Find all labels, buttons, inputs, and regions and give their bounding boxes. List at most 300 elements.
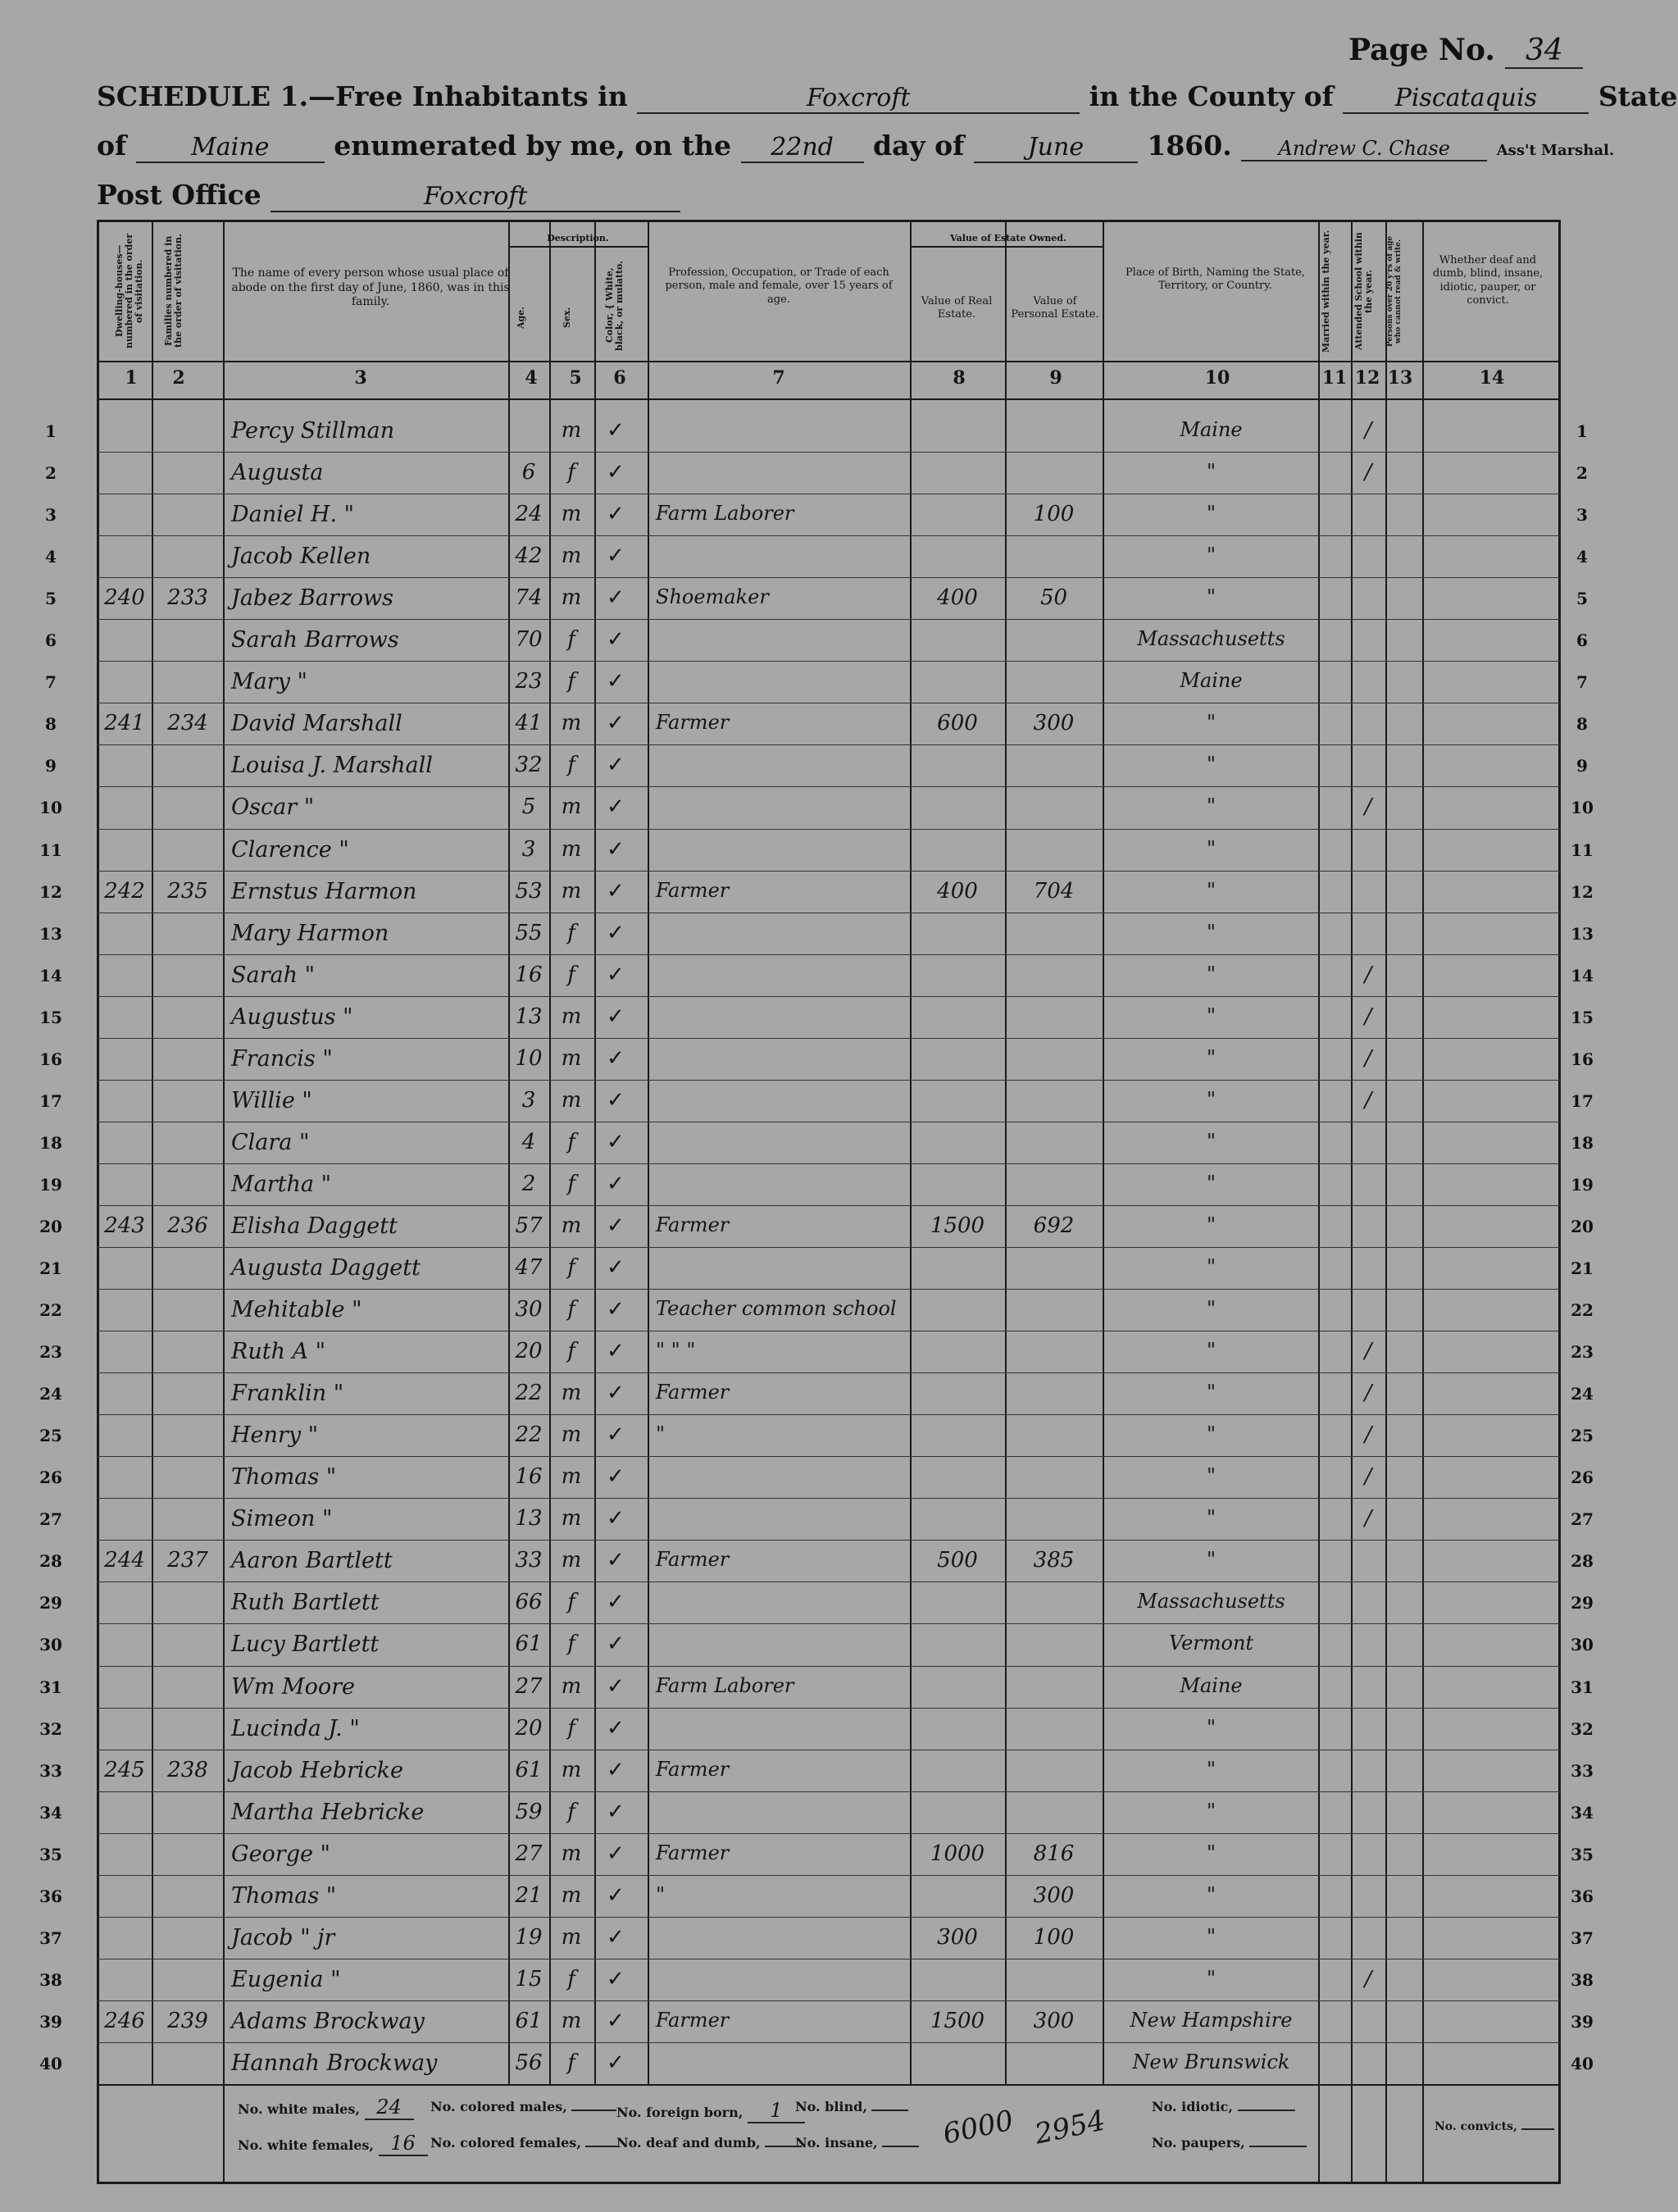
row-divider bbox=[97, 1833, 1561, 1834]
person-age: 21 bbox=[515, 1882, 543, 1908]
row-number-right: 17 bbox=[1571, 1090, 1594, 1111]
schedule-title-line bbox=[97, 80, 1678, 114]
person-name: Martha Hebricke bbox=[231, 1799, 425, 1825]
row-divider bbox=[97, 786, 1561, 787]
enumerated-label: enumerated by me, on the bbox=[334, 130, 732, 162]
marshal-label: Ass't Marshal. bbox=[1496, 142, 1615, 159]
person-age: 2 bbox=[521, 1171, 536, 1196]
person-name: Aaron Bartlett bbox=[231, 1548, 393, 1574]
footer-white-males bbox=[238, 2096, 414, 2120]
col-num-4: 4 bbox=[525, 367, 538, 389]
person-name: Jabez Barrows bbox=[231, 585, 393, 612]
paupers-label: No. paupers, bbox=[1152, 2135, 1245, 2151]
color-check-mark: ✓ bbox=[607, 920, 625, 945]
color-check-mark: ✓ bbox=[607, 585, 625, 611]
birthplace: Vermont bbox=[1168, 1632, 1254, 1655]
person-age: 41 bbox=[515, 711, 543, 736]
attended-school-mark: / bbox=[1364, 1087, 1372, 1113]
color-check-mark: ✓ bbox=[607, 1422, 625, 1448]
color-check-mark: ✓ bbox=[607, 1213, 625, 1238]
color-check-mark: ✓ bbox=[607, 1255, 625, 1280]
row-number-right: 38 bbox=[1571, 1969, 1594, 1990]
birthplace: " bbox=[1206, 544, 1216, 567]
footer-idiotic bbox=[1152, 2099, 1295, 2114]
person-sex: m bbox=[561, 2008, 582, 2033]
col-num-2: 2 bbox=[172, 367, 185, 389]
birthplace: New Hampshire bbox=[1130, 2008, 1293, 2032]
row-number-left: 32 bbox=[39, 1718, 62, 1739]
row-number-right: 2 bbox=[1576, 463, 1588, 484]
person-age: 33 bbox=[515, 1548, 543, 1573]
birthplace: Maine bbox=[1180, 669, 1243, 693]
color-check-mark: ✓ bbox=[607, 1045, 625, 1071]
row-divider bbox=[97, 1247, 1561, 1248]
row-number-left: 15 bbox=[39, 1007, 62, 1027]
footer-colored-males bbox=[430, 2099, 616, 2114]
person-name: George " bbox=[231, 1841, 330, 1867]
town-field: Foxcroft bbox=[637, 84, 1080, 114]
blind-label: No. blind, bbox=[795, 2099, 867, 2114]
row-number-right: 27 bbox=[1571, 1509, 1594, 1530]
county-label: in the County of bbox=[1089, 80, 1334, 112]
birthplace: " bbox=[1206, 920, 1216, 944]
person-sex: m bbox=[561, 1422, 582, 1448]
person-age: 23 bbox=[515, 669, 543, 694]
row-number-right: 13 bbox=[1571, 923, 1594, 944]
row-number-right: 10 bbox=[1571, 798, 1594, 818]
family-number: 236 bbox=[167, 1213, 208, 1238]
row-divider bbox=[97, 661, 1561, 662]
birthplace: " bbox=[1206, 1757, 1216, 1781]
row-divider bbox=[97, 1875, 1561, 1876]
person-age: 70 bbox=[515, 627, 543, 653]
person-age: 27 bbox=[515, 1841, 543, 1866]
col-num-8: 8 bbox=[953, 367, 966, 389]
col-header-dwelling: Dwelling-houses—numbered in the order of visitation. bbox=[114, 233, 145, 349]
person-sex: m bbox=[561, 1464, 582, 1490]
row-number-right: 1 bbox=[1576, 421, 1588, 441]
real-estate-value: 600 bbox=[937, 711, 978, 736]
convicts-label: No. convicts, bbox=[1435, 2120, 1517, 2133]
post-office-field: Foxcroft bbox=[271, 182, 680, 212]
col-num-5: 5 bbox=[569, 367, 582, 389]
person-age: 53 bbox=[515, 878, 543, 903]
person-name: Sarah " bbox=[231, 962, 315, 988]
footer-divider bbox=[1385, 2084, 1387, 2184]
color-check-mark: ✓ bbox=[607, 753, 625, 778]
person-sex: f bbox=[567, 460, 575, 485]
real-estate-value: 300 bbox=[937, 1924, 978, 1950]
col-num-11: 11 bbox=[1321, 367, 1348, 389]
person-sex: m bbox=[561, 1882, 582, 1908]
row-number-right: 32 bbox=[1571, 1718, 1594, 1739]
birthplace: " bbox=[1206, 1715, 1216, 1739]
page-number-value: 34 bbox=[1505, 34, 1583, 69]
person-sex: m bbox=[561, 1506, 582, 1532]
person-sex: f bbox=[567, 1255, 575, 1280]
row-number-left: 38 bbox=[39, 1969, 62, 1990]
person-occupation: Farm Laborer bbox=[656, 1673, 794, 1697]
family-number: 234 bbox=[167, 711, 208, 736]
row-number-left: 6 bbox=[45, 630, 57, 651]
color-check-mark: ✓ bbox=[607, 544, 625, 569]
row-number-right: 36 bbox=[1571, 1886, 1594, 1906]
row-divider bbox=[97, 1540, 1561, 1541]
dwelling-number: 244 bbox=[104, 1548, 145, 1573]
family-number: 235 bbox=[167, 878, 208, 903]
row-number-left: 14 bbox=[39, 965, 62, 985]
col-header-sex: Sex. bbox=[562, 307, 572, 329]
footer-convicts bbox=[1435, 2120, 1554, 2133]
row-number-left: 2 bbox=[45, 463, 57, 484]
color-check-mark: ✓ bbox=[607, 1171, 625, 1196]
person-name: Adams Brockway bbox=[231, 2008, 425, 2034]
birthplace: " bbox=[1206, 1045, 1216, 1069]
blind-blank bbox=[871, 2110, 908, 2111]
person-name: Daniel H. " bbox=[231, 502, 355, 528]
row-number-right: 23 bbox=[1571, 1342, 1594, 1363]
person-name: Wm Moore bbox=[231, 1673, 355, 1700]
person-name: Oscar " bbox=[231, 794, 315, 821]
person-sex: f bbox=[567, 1966, 575, 1991]
footer-divider bbox=[1422, 2084, 1424, 2184]
color-check-mark: ✓ bbox=[607, 1841, 625, 1866]
row-number-right: 37 bbox=[1571, 1928, 1594, 1948]
person-age: 42 bbox=[515, 544, 543, 569]
color-check-mark: ✓ bbox=[607, 1590, 625, 1615]
footer-foreign-born bbox=[616, 2099, 805, 2123]
column-divider bbox=[648, 220, 649, 2084]
col-header-name: The name of every person whose usual place of abode on the first day of June, 1860, was in this family. bbox=[231, 266, 510, 308]
birthplace: New Brunswick bbox=[1132, 2050, 1290, 2073]
person-name: Eugenia " bbox=[231, 1966, 341, 1992]
person-sex: m bbox=[561, 1045, 582, 1071]
idiotic-label: No. idiotic, bbox=[1152, 2099, 1233, 2114]
column-divider bbox=[1351, 220, 1353, 2084]
row-number-left: 33 bbox=[39, 1760, 62, 1781]
family-number: 237 bbox=[167, 1548, 208, 1573]
person-sex: m bbox=[561, 1548, 582, 1573]
color-check-mark: ✓ bbox=[607, 711, 625, 736]
real-estate-value: 1000 bbox=[930, 1841, 985, 1866]
person-name: Willie " bbox=[231, 1087, 312, 1113]
person-occupation: Farmer bbox=[656, 2008, 730, 2032]
col-num-13: 13 bbox=[1387, 367, 1413, 389]
row-number-right: 9 bbox=[1576, 756, 1588, 776]
deaf-dumb-label: No. deaf and dumb, bbox=[616, 2135, 761, 2151]
row-number-left: 9 bbox=[45, 756, 57, 776]
person-age: 22 bbox=[515, 1381, 543, 1406]
column-divider bbox=[1318, 220, 1320, 2084]
day-field: 22nd bbox=[741, 133, 864, 163]
col-num-7: 7 bbox=[772, 367, 785, 389]
family-number: 233 bbox=[167, 585, 208, 611]
person-age: 20 bbox=[515, 1339, 543, 1364]
person-sex: m bbox=[561, 794, 582, 820]
birthplace: Maine bbox=[1180, 418, 1243, 441]
col-header-disability: Whether deaf and dumb, blind, insane, idiotic, pauper, or convict. bbox=[1432, 254, 1544, 307]
dwelling-number: 245 bbox=[104, 1757, 145, 1782]
person-name: Henry " bbox=[231, 1422, 319, 1449]
color-check-mark: ✓ bbox=[607, 1757, 625, 1782]
person-name: Ruth Bartlett bbox=[231, 1590, 380, 1616]
birthplace: " bbox=[1206, 962, 1216, 985]
birthplace: " bbox=[1206, 460, 1216, 484]
footer-divider bbox=[1318, 2084, 1320, 2184]
row-number-right: 28 bbox=[1571, 1551, 1594, 1572]
footer-blind bbox=[795, 2099, 908, 2114]
person-age: 55 bbox=[515, 920, 543, 945]
row-number-left: 30 bbox=[39, 1635, 62, 1655]
row-number-left: 17 bbox=[39, 1090, 62, 1111]
row-divider bbox=[97, 452, 1561, 453]
header-divider bbox=[97, 398, 1561, 400]
col-header-real-estate: Value of Real Estate. bbox=[921, 295, 993, 321]
col-num-9: 9 bbox=[1049, 367, 1062, 389]
color-check-mark: ✓ bbox=[607, 962, 625, 987]
column-divider bbox=[223, 220, 225, 2084]
day-of-label: day of bbox=[873, 130, 965, 162]
birthplace: " bbox=[1206, 1129, 1216, 1153]
group-header-value-estate: Value of Estate Owned. bbox=[950, 233, 1066, 244]
person-age: 16 bbox=[515, 1464, 543, 1490]
person-sex: m bbox=[561, 836, 582, 862]
birthplace: " bbox=[1206, 1381, 1216, 1404]
birthplace: " bbox=[1206, 1213, 1216, 1236]
row-divider bbox=[97, 744, 1561, 745]
marshal-signature: Andrew C. Chase bbox=[1241, 137, 1487, 162]
row-divider bbox=[97, 1498, 1561, 1499]
col-num-6: 6 bbox=[613, 367, 626, 389]
row-number-left: 39 bbox=[39, 2011, 62, 2032]
birthplace: " bbox=[1206, 753, 1216, 776]
white-females-value: 16 bbox=[379, 2132, 428, 2156]
col-num-10: 10 bbox=[1204, 367, 1230, 389]
row-number-left: 23 bbox=[39, 1342, 62, 1363]
birthplace: " bbox=[1206, 1004, 1216, 1027]
dwelling-number: 241 bbox=[104, 711, 145, 736]
attended-school-mark: / bbox=[1364, 794, 1372, 820]
col-header-school: Attended School within the year. bbox=[1353, 232, 1375, 350]
person-sex: m bbox=[561, 502, 582, 527]
birthplace: " bbox=[1206, 1882, 1216, 1906]
row-number-left: 11 bbox=[39, 840, 62, 860]
row-number-right: 40 bbox=[1571, 2053, 1594, 2073]
row-number-left: 26 bbox=[39, 1468, 62, 1488]
page-number bbox=[1348, 33, 1583, 69]
row-divider bbox=[97, 1289, 1561, 1290]
row-number-left: 18 bbox=[39, 1132, 62, 1153]
column-divider bbox=[594, 220, 596, 2084]
color-check-mark: ✓ bbox=[607, 1297, 625, 1322]
row-number-left: 20 bbox=[39, 1216, 62, 1236]
birthplace: " bbox=[1206, 711, 1216, 735]
real-estate-value: 500 bbox=[937, 1548, 978, 1573]
col-header-birthplace: Place of Birth, Naming the State, Territory, or Country. bbox=[1125, 266, 1306, 293]
person-age: 24 bbox=[515, 502, 543, 527]
color-check-mark: ✓ bbox=[607, 1129, 625, 1154]
county-field: Piscataquis bbox=[1343, 84, 1589, 114]
person-sex: f bbox=[567, 1339, 575, 1364]
col-header-age: Age. bbox=[516, 306, 526, 330]
person-sex: f bbox=[567, 1590, 575, 1615]
row-number-left: 28 bbox=[39, 1551, 62, 1572]
person-sex: f bbox=[567, 627, 575, 653]
color-check-mark: ✓ bbox=[607, 2008, 625, 2033]
schedule-label: SCHEDULE 1.—Free Inhabitants in bbox=[97, 80, 628, 112]
row-number-right: 35 bbox=[1571, 1844, 1594, 1864]
row-divider bbox=[97, 1163, 1561, 1164]
real-estate-value: 400 bbox=[937, 585, 978, 611]
person-sex: m bbox=[561, 585, 582, 611]
row-number-left: 19 bbox=[39, 1174, 62, 1195]
column-divider bbox=[910, 220, 912, 2084]
person-age: 57 bbox=[515, 1213, 543, 1238]
row-divider bbox=[97, 1414, 1561, 1415]
dwelling-number: 243 bbox=[104, 1213, 145, 1238]
row-number-left: 8 bbox=[45, 714, 57, 735]
row-number-right: 39 bbox=[1571, 2011, 1594, 2032]
row-divider bbox=[97, 1666, 1561, 1667]
row-number-left: 24 bbox=[39, 1384, 62, 1404]
color-check-mark: ✓ bbox=[607, 1381, 625, 1406]
footer-paupers bbox=[1152, 2135, 1307, 2151]
birthplace: " bbox=[1206, 836, 1216, 860]
row-number-right: 24 bbox=[1571, 1384, 1594, 1404]
person-sex: f bbox=[567, 962, 575, 987]
color-check-mark: ✓ bbox=[607, 836, 625, 862]
row-divider bbox=[97, 871, 1561, 872]
row-number-left: 36 bbox=[39, 1886, 62, 1906]
row-number-left: 3 bbox=[45, 505, 57, 526]
dwelling-number: 240 bbox=[104, 585, 145, 611]
row-divider bbox=[97, 1205, 1561, 1206]
birthplace: " bbox=[1206, 1339, 1216, 1363]
person-name: Clarence " bbox=[231, 836, 349, 862]
row-divider bbox=[97, 1791, 1561, 1792]
person-occupation: Farmer bbox=[656, 711, 730, 735]
row-divider bbox=[97, 535, 1561, 536]
person-name: Hannah Brockway bbox=[231, 2050, 438, 2076]
row-number-right: 33 bbox=[1571, 1760, 1594, 1781]
idiotic-blank bbox=[1238, 2110, 1295, 2111]
birthplace: " bbox=[1206, 502, 1216, 526]
person-age: 5 bbox=[521, 794, 536, 820]
row-number-right: 30 bbox=[1571, 1635, 1594, 1655]
birthplace: " bbox=[1206, 585, 1216, 609]
row-number-right: 3 bbox=[1576, 505, 1588, 526]
birthplace: " bbox=[1206, 878, 1216, 902]
paupers-blank bbox=[1249, 2146, 1307, 2147]
row-number-right: 16 bbox=[1571, 1049, 1594, 1069]
birthplace: " bbox=[1206, 1464, 1216, 1488]
color-check-mark: ✓ bbox=[607, 1087, 625, 1113]
birthplace: " bbox=[1206, 1297, 1216, 1321]
row-divider bbox=[97, 1038, 1561, 1039]
person-sex: f bbox=[567, 1129, 575, 1154]
person-age: 10 bbox=[515, 1045, 543, 1071]
person-age: 74 bbox=[515, 585, 543, 611]
attended-school-mark: / bbox=[1364, 1339, 1372, 1364]
birthplace: " bbox=[1206, 1506, 1216, 1530]
row-number-left: 25 bbox=[39, 1426, 62, 1446]
person-sex: m bbox=[561, 1213, 582, 1238]
row-divider bbox=[97, 1080, 1561, 1081]
col-header-color: Color, { White, black, or mulatto. bbox=[604, 260, 625, 351]
color-check-mark: ✓ bbox=[607, 1924, 625, 1950]
col-header-family: Families numbered in the order of visitation. bbox=[163, 234, 184, 348]
footer-deaf-dumb bbox=[616, 2135, 802, 2151]
person-occupation: Farmer bbox=[656, 1548, 730, 1572]
birthplace: " bbox=[1206, 794, 1216, 818]
person-name: Franklin " bbox=[231, 1381, 344, 1407]
person-sex: m bbox=[561, 1924, 582, 1950]
row-number-right: 4 bbox=[1576, 547, 1588, 567]
person-sex: m bbox=[561, 878, 582, 903]
row-number-left: 40 bbox=[39, 2053, 62, 2073]
row-number-left: 7 bbox=[45, 672, 57, 693]
col-num-1: 1 bbox=[125, 367, 138, 389]
row-number-right: 20 bbox=[1571, 1216, 1594, 1236]
insane-label: No. insane, bbox=[795, 2135, 878, 2151]
person-name: David Marshall bbox=[231, 711, 402, 737]
state-label: State bbox=[1598, 80, 1678, 112]
row-number-left: 31 bbox=[39, 1677, 62, 1697]
post-office-label: Post Office bbox=[97, 179, 261, 211]
row-number-left: 21 bbox=[39, 1258, 62, 1278]
row-divider bbox=[97, 2000, 1561, 2001]
row-number-right: 5 bbox=[1576, 589, 1588, 609]
color-check-mark: ✓ bbox=[607, 1548, 625, 1573]
colored-males-label: No. colored males, bbox=[430, 2099, 567, 2114]
person-sex: m bbox=[561, 544, 582, 569]
state-field: Maine bbox=[136, 133, 325, 163]
person-name: Mary Harmon bbox=[231, 920, 389, 946]
row-divider bbox=[97, 1708, 1561, 1709]
row-number-right: 18 bbox=[1571, 1132, 1594, 1153]
dwelling-number: 242 bbox=[104, 878, 145, 903]
person-name: Mehitable " bbox=[231, 1297, 362, 1323]
birthplace: " bbox=[1206, 1799, 1216, 1823]
row-number-right: 25 bbox=[1571, 1426, 1594, 1446]
person-name: Francis " bbox=[231, 1045, 333, 1072]
personal-estate-value: 100 bbox=[1033, 502, 1075, 527]
person-name: Jacob Hebricke bbox=[231, 1757, 403, 1783]
row-number-right: 22 bbox=[1571, 1300, 1594, 1321]
person-name: Clara " bbox=[231, 1129, 310, 1155]
person-occupation: Teacher common school bbox=[656, 1297, 897, 1321]
person-occupation: " bbox=[656, 1882, 666, 1906]
row-number-right: 6 bbox=[1576, 630, 1588, 651]
person-age: 15 bbox=[515, 1966, 543, 1991]
row-divider bbox=[97, 2042, 1561, 2043]
row-divider bbox=[97, 1917, 1561, 1918]
total-personal-estate: 2954 bbox=[1031, 2104, 1108, 2151]
birthplace: Massachusetts bbox=[1137, 627, 1285, 651]
year-label: 1860. bbox=[1147, 130, 1232, 162]
color-check-mark: ✓ bbox=[607, 502, 625, 527]
convicts-blank bbox=[1521, 2128, 1554, 2130]
person-name: Jacob Kellen bbox=[231, 544, 371, 570]
footer-insane bbox=[795, 2135, 919, 2151]
row-number-left: 29 bbox=[39, 1593, 62, 1613]
family-number: 238 bbox=[167, 1757, 208, 1782]
personal-estate-value: 816 bbox=[1033, 1841, 1075, 1866]
personal-estate-value: 385 bbox=[1033, 1548, 1075, 1573]
person-occupation: Farmer bbox=[656, 1757, 730, 1781]
footer-white-females bbox=[238, 2132, 428, 2156]
month-field: June bbox=[974, 133, 1138, 163]
